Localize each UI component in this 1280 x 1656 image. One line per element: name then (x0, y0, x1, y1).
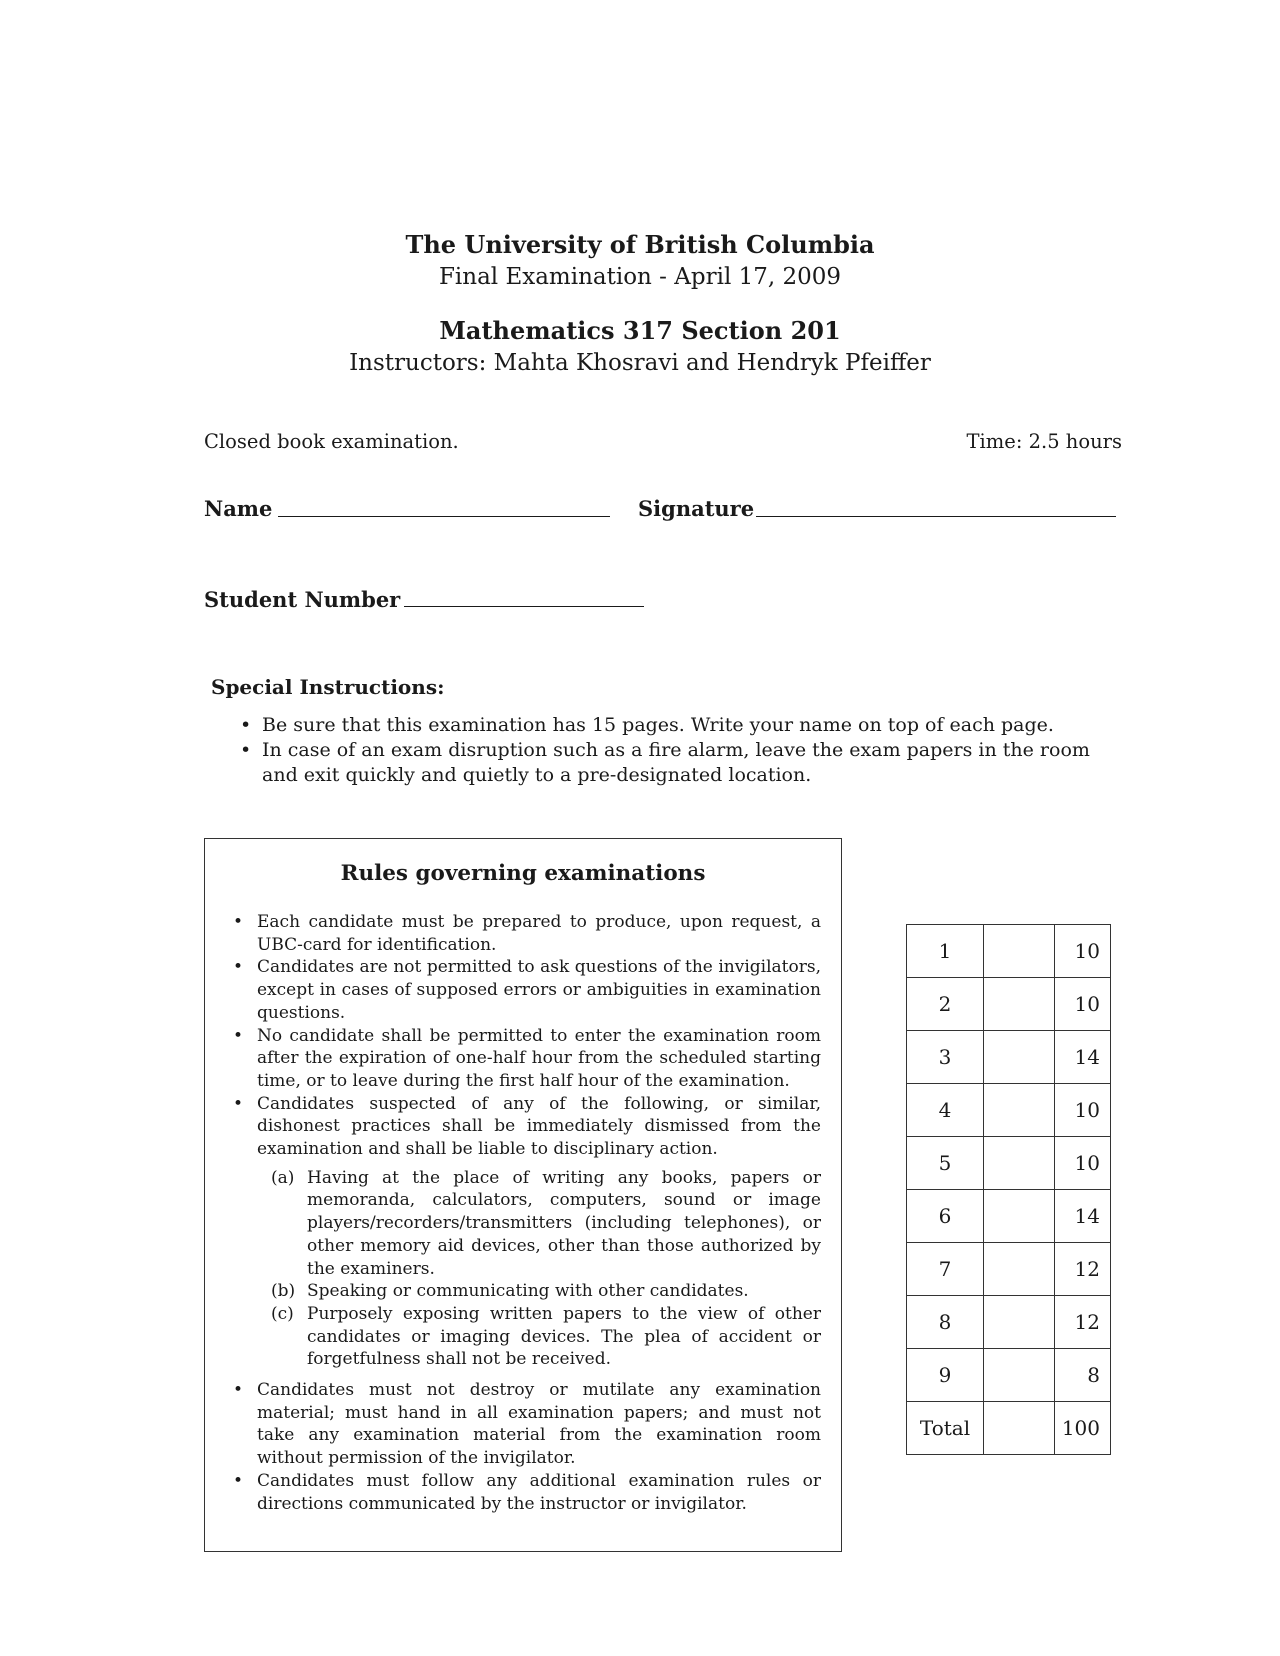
sub-label: (c) (271, 1303, 294, 1324)
table-row (907, 1402, 1111, 1455)
score-cell[interactable] (984, 1296, 1055, 1349)
score-cell[interactable] (984, 1084, 1055, 1137)
sub-list-item (257, 1167, 821, 1281)
list-item: • Be sure that this examination has 15 pages. Write your name on top of each page. (236, 713, 1124, 738)
closed-book-note: Closed book examination. (204, 430, 459, 453)
question-number: 8 (907, 1296, 984, 1349)
question-number: Total (907, 1402, 984, 1455)
rule-text: Candidates suspected of any of the following, or similar, dishonest practices shall be immediately dismissed from the examination and shall be liable to disciplinary action. (257, 1093, 821, 1160)
score-cell[interactable] (984, 978, 1055, 1031)
rules-title: Rules governing examinations (340, 861, 706, 886)
list-item (229, 1093, 821, 1371)
list-item: • Candidates are not permitted to ask questions of the invigilators, except in cases of supposed errors or ambiguities in examination questions. (229, 956, 821, 1024)
score-cell[interactable] (984, 925, 1055, 978)
sub-text: Having at the place of writing any books, papers or memoranda, calculators, computers, sound or image players/recorders/transmitters (including telephones), or other memory aid devices, other than those authorized by the examiners. (307, 1167, 821, 1279)
table-row (907, 1296, 1111, 1349)
list-item: • Candidates must follow any additional examination rules or directions communicated by the instructor or invigilator. (229, 1470, 821, 1515)
name-field[interactable] (278, 516, 610, 517)
student-number-label: Student Number (204, 587, 401, 612)
name-label: Name (204, 496, 273, 521)
question-number: 4 (907, 1084, 984, 1137)
max-points: 14 (1055, 1190, 1111, 1243)
score-cell[interactable] (984, 1243, 1055, 1296)
question-number: 3 (907, 1031, 984, 1084)
score-cell[interactable] (984, 1031, 1055, 1084)
question-number: 1 (907, 925, 984, 978)
question-number: 5 (907, 1137, 984, 1190)
table-row (907, 1084, 1111, 1137)
table-row (907, 978, 1111, 1031)
max-points: 14 (1055, 1031, 1111, 1084)
sub-list-item (257, 1280, 821, 1303)
sub-label: (b) (271, 1281, 296, 1302)
max-points: 8 (1055, 1349, 1111, 1402)
table-row (907, 925, 1111, 978)
score-table (906, 924, 1111, 1455)
max-points: 10 (1055, 978, 1111, 1031)
score-cell[interactable] (984, 1190, 1055, 1243)
question-number: 6 (907, 1190, 984, 1243)
course-title: Mathematics 317 Section 201 (439, 316, 841, 345)
rules-list (229, 911, 821, 1515)
signature-label: Signature (638, 496, 755, 521)
question-number: 9 (907, 1349, 984, 1402)
sub-text: Purposely exposing written papers to the view of other candidates or imaging devices. The plea of accident or forgetfulness shall not be received. (307, 1303, 821, 1370)
sub-text: Speaking or communicating with other candidates. (307, 1281, 749, 1302)
max-points: 10 (1055, 1084, 1111, 1137)
rules-box (204, 838, 842, 1552)
special-instructions-title: Special Instructions: (211, 675, 445, 699)
sub-list (257, 1167, 821, 1371)
instructors: Instructors: Mahta Khosravi and Hendryk Pfeiffer (349, 350, 931, 376)
special-instructions-list (236, 713, 1124, 788)
table-row (907, 1243, 1111, 1296)
university-title: The University of British Columbia (405, 230, 875, 259)
sub-label: (a) (271, 1167, 295, 1188)
max-points: 12 (1055, 1296, 1111, 1349)
score-cell[interactable] (984, 1137, 1055, 1190)
max-points: 100 (1055, 1402, 1111, 1455)
sub-list-item (257, 1303, 821, 1371)
list-item: • In case of an exam disruption such as a fire alarm, leave the exam papers in the room and exit quickly and quietly to a pre-designated location. (236, 738, 1124, 788)
score-cell[interactable] (984, 1349, 1055, 1402)
max-points: 10 (1055, 1137, 1111, 1190)
table-row (907, 1137, 1111, 1190)
signature-field[interactable] (756, 516, 1116, 517)
max-points: 12 (1055, 1243, 1111, 1296)
score-cell[interactable] (984, 1402, 1055, 1455)
question-number: 7 (907, 1243, 984, 1296)
question-number: 2 (907, 978, 984, 1031)
exam-date: Final Examination - April 17, 2009 (438, 264, 842, 290)
table-row (907, 1349, 1111, 1402)
student-number-field[interactable] (404, 606, 644, 607)
table-row (907, 1031, 1111, 1084)
list-item: • No candidate shall be permitted to enter the examination room after the expiration of one-half hour from the scheduled starting time, or to leave during the first half hour of the examination. (229, 1025, 821, 1093)
time-limit: Time: 2.5 hours (966, 430, 1122, 453)
list-item: • Candidates must not destroy or mutilate any examination material; must hand in all examination papers; and must not take any examination material from the examination room without permission of the invigilator. (229, 1379, 821, 1470)
list-item: • Each candidate must be prepared to produce, upon request, a UBC-card for identification. (229, 911, 821, 956)
max-points: 10 (1055, 925, 1111, 978)
table-row (907, 1190, 1111, 1243)
